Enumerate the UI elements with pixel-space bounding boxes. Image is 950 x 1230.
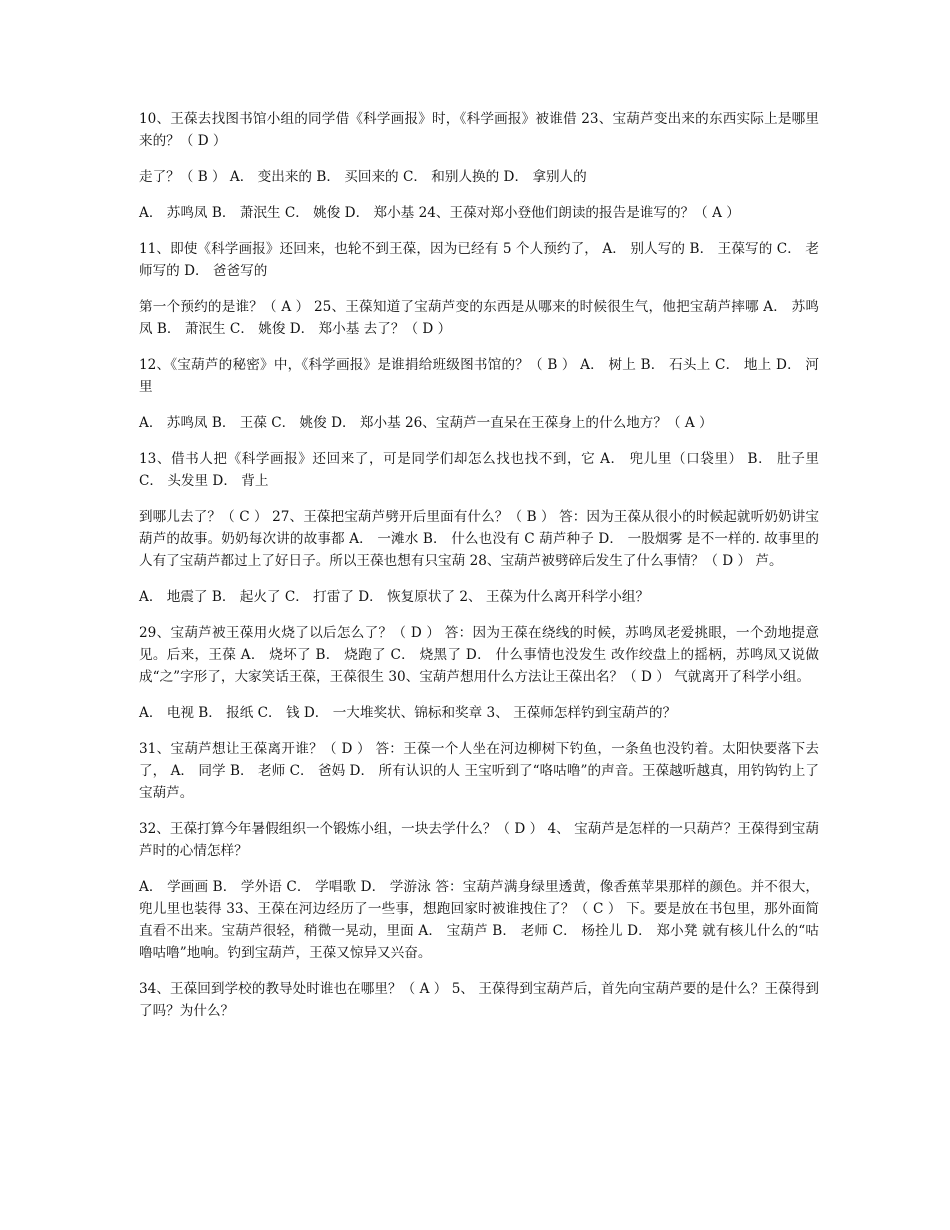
paragraph-14: 32、王葆打算今年暑假组织一个锻炼小组，一块去学什么？（ D ） 4、 宝葫芦是怎样的一只葫芦？王葆得到宝葫芦时的心情怎样？ bbox=[139, 821, 819, 859]
paragraph-11: 29、宝葫芦被王葆用火烧了以后怎么了？（ D ） 答：因为王葆在绕线的时候，苏鸣凤老爱挑眼，一个劲地提意见。后来，王葆 A． 烧坏了 B． 烧跑了 C． 烧黑了 D． 什么事情也没发生 改作绞盘上的摇柄，苏鸣凤又说做成“之”字形了，大家笑话王葆，王葆很生 30、宝葫芦想用什么方法让王葆出名？（ D ） 气就离开了科学小组。 bbox=[139, 625, 819, 685]
paragraph-6: 12、《宝葫芦的秘密》中，《科学画报》是谁捐给班级图书馆的？（ B ） A． 树上 B． 石头上 C． 地上 D． 河里 bbox=[139, 357, 819, 395]
paragraph-8: 13、借书人把《科学画报》还回来了，可是同学们却怎么找也找不到，它 A． 兜儿里（口袋里） B． 肚子里 C． 头发里 D． 背上 bbox=[139, 451, 819, 489]
paragraph-5: 第一个预约的是谁？（ A ） 25、王葆知道了宝葫芦变的东西是从哪来的时候很生气，他把宝葫芦摔哪 A． 苏鸣凤 B． 萧泯生 C． 姚俊 D． 郑小基 去了？（ D ） bbox=[139, 299, 819, 337]
document-page bbox=[139, 108, 819, 1036]
paragraph-9: 到哪儿去了？（ C ） 27、王葆把宝葫芦劈开后里面有什么？（ B ） 答：因为王葆从很小的时候起就听奶奶讲宝葫芦的故事。奶奶每次讲的故事都 A． 一滩水 B． 什么也没有 C 葫芦种子 D． 一股烟雾 是不一样的. 故事里的人有了宝葫芦都过上了好日子。所以王葆也想有只宝葫 28、宝葫芦被劈碎后发生了什么事情？（ D ） 芦。 bbox=[139, 509, 819, 569]
paragraph-12: A． 电视 B． 报纸 C． 钱 D． 一大堆奖状、锦标和奖章 3、 王葆师怎样钓到宝葫芦的？ bbox=[139, 705, 677, 721]
paragraph-13: 31、宝葫芦想让王葆离开谁？（ D ） 答：王葆一个人坐在河边柳树下钓鱼，一条鱼也没钓着。太阳快要落下去了， A． 同学 B． 老师 C． 爸妈 D． 所有认识的人 王宝听到了“咯咕噜”的声音。王葆越听越真，用钓钩钓上了宝葫芦。 bbox=[139, 741, 819, 801]
paragraph-16: 34、王葆回到学校的教导处时谁也在哪里？（ A ） 5、 王葆得到宝葫芦后，首先向宝葫芦要的是什么？王葆得到了吗？为什么？ bbox=[139, 981, 819, 1019]
paragraph-2: 走了？（ B ） A． 变出来的 B． 买回来的 C． 和别人换的 D． 拿别人的 bbox=[139, 169, 587, 185]
paragraph-4: 11、即使《科学画报》还回来，也轮不到王葆，因为已经有 5 个人预约了， A． 别人写的 B． 王葆写的 C． 老师写的 D． 爸爸写的 bbox=[139, 241, 819, 279]
paragraph-7: A． 苏鸣凤 B． 王葆 C． 姚俊 D． 郑小基 26、宝葫芦一直呆在王葆身上的什么地方？（ A ） bbox=[139, 415, 713, 431]
paragraph-1: 10、王葆去找图书馆小组的同学借《科学画报》时，《科学画报》被谁借 23、宝葫芦变出来的东西实际上是哪里来的？（ D ） bbox=[139, 111, 819, 149]
paragraph-15: A． 学画画 B． 学外语 C． 学唱歌 D． 学游泳 答：宝葫芦满身绿里透黄，像香蕉苹果那样的颜色。并不很大，兜儿里也装得 33、王葆在河边经历了一些事，想跑回家时被谁拽住了？（ C ） 下。要是放在书包里，那外面简直看不出来。宝葫芦很轻，稍微一晃动，里面 A． 宝葫芦 B． 老师 C． 杨拴儿 D． 郑小凳 就有核儿什么的“咕噜咕噜”地响。钓到宝葫芦，王葆又惊异又兴奋。 bbox=[139, 879, 819, 961]
paragraph-10: A． 地震了 B． 起火了 C． 打雷了 D． 恢复原状了 2、 王葆为什么离开科学小组？ bbox=[139, 589, 650, 605]
paragraph-3: A． 苏鸣凤 B． 萧泯生 C． 姚俊 D． 郑小基 24、王葆对郑小登他们朗读的报告是谁写的？（ A ） bbox=[139, 205, 740, 221]
